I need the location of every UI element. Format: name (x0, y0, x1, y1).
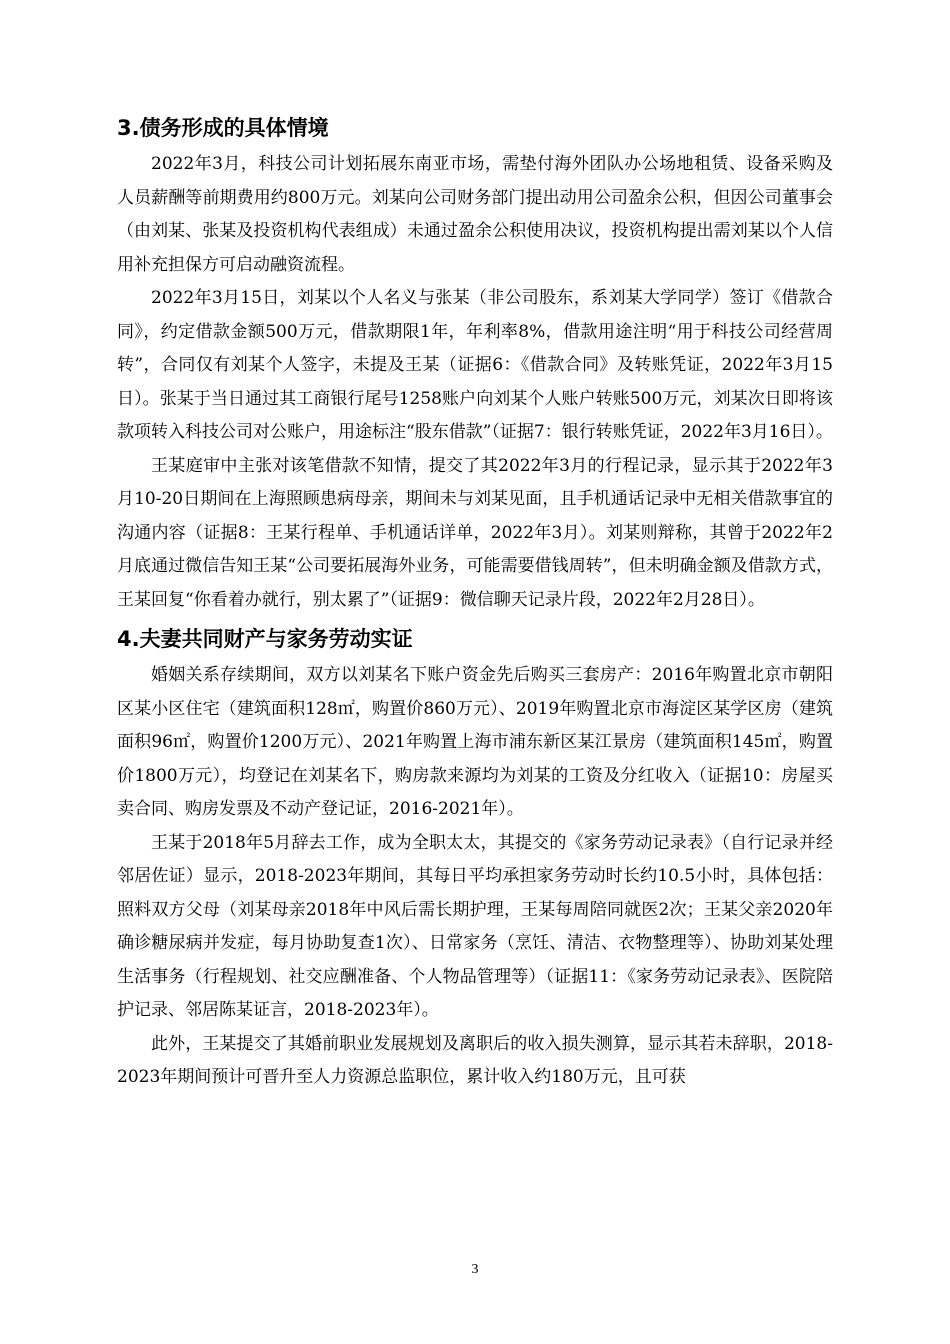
paragraph: 此外，王某提交了其婚前职业发展规划及离职后的收入损失测算，显示其若未辞职，2018-2023年期间预计可晋升至人力资源总监职位，累计收入约180万元，且可获 (117, 1033, 833, 1087)
document-body (117, 108, 833, 1095)
section-debt-formation (117, 108, 833, 617)
paragraph: 王某于2018年5月辞去工作，成为全职太太，其提交的《家务劳动记录表》（自行记录并经邻居佐证）显示，2018-2023年期间，其每日平均承担家务劳动时长约10.5小时，具体包括：照料双方父母（刘某母亲2018年中风后需长期护理，王某每周陪同就医2次；王某父亲2020年确诊糖尿病并发症，每月协助复查1次）、日常家务（烹饪、清洁、衣物整理等）、协助刘某处理生活事务（行程规划、社交应酬准备、个人物品管理等）（证据11：《家务劳动记录表》、医院陪护记录、邻居陈某证言，2018-2023年）。 (117, 832, 833, 1020)
section-heading: 3.债务形成的具体情境 (117, 116, 329, 140)
paragraph: 2022年3月，科技公司计划拓展东南亚市场，需垫付海外团队办公场地租赁、设备采购及人员薪酬等前期费用约800万元。刘某向公司财务部门提出动用公司盈余公积，但因公司董事会（由刘某、张某及投资机构代表组成）未通过盈余公积使用决议，投资机构提出需刘某以个人信用补充担保方可启动融资流程。 (117, 154, 833, 275)
paragraph: 婚姻关系存续期间，双方以刘某名下账户资金先后购买三套房产：2016年购置北京市朝阳区某小区住宅（建筑面积128㎡，购置价860万元）、2019年购置北京市海淀区某学区房（建筑面积96㎡，购置价1200万元）、2021年购置上海市浦东新区某江景房（建筑面积145㎡，购置价1800万元），均登记在刘某名下，购房款来源均为刘某的工资及分红收入（证据10：房屋买卖合同、购房发票及不动产登记证，2016-2021年）。 (117, 665, 833, 819)
paragraph: 王某庭审中主张对该笔借款不知情，提交了其2022年3月的行程记录，显示其于2022年3月10-20日期间在上海照顾患病母亲，期间未与刘某见面，且手机通话记录中无相关借款事宜的沟通内容（证据8：王某行程单、手机通话详单，2022年3月）。刘某则辩称，其曾于2022年2月底通过微信告知王某“公司要拓展海外业务，可能需要借钱周转”，但未明确金额及借款方式，王某回复“你看着办就行，别太累了”（证据9：微信聊天记录片段，2022年2月28日）。 (117, 455, 833, 610)
section-joint-property (117, 619, 833, 1095)
paragraph: 2022年3月15日，刘某以个人名义与张某（非公司股东，系刘某大学同学）签订《借款合同》，约定借款金额500万元，借款期限1年，年利率8%，借款用途注明“用于科技公司经营周转”，合同仅有刘某个人签字，未提及王某（证据6：《借款合同》及转账凭证，2022年3月15日）。张某于当日通过其工商银行尾号1258账户向刘某个人账户转账500万元，刘某次日即将该款项转入科技公司对公账户，用途标注“股东借款”（证据7：银行转账凭证，2022年3月16日）。 (117, 288, 833, 442)
page-number: 3 (471, 1262, 479, 1277)
section-heading: 4.夫妻共同财产与家务劳动实证 (117, 627, 413, 651)
